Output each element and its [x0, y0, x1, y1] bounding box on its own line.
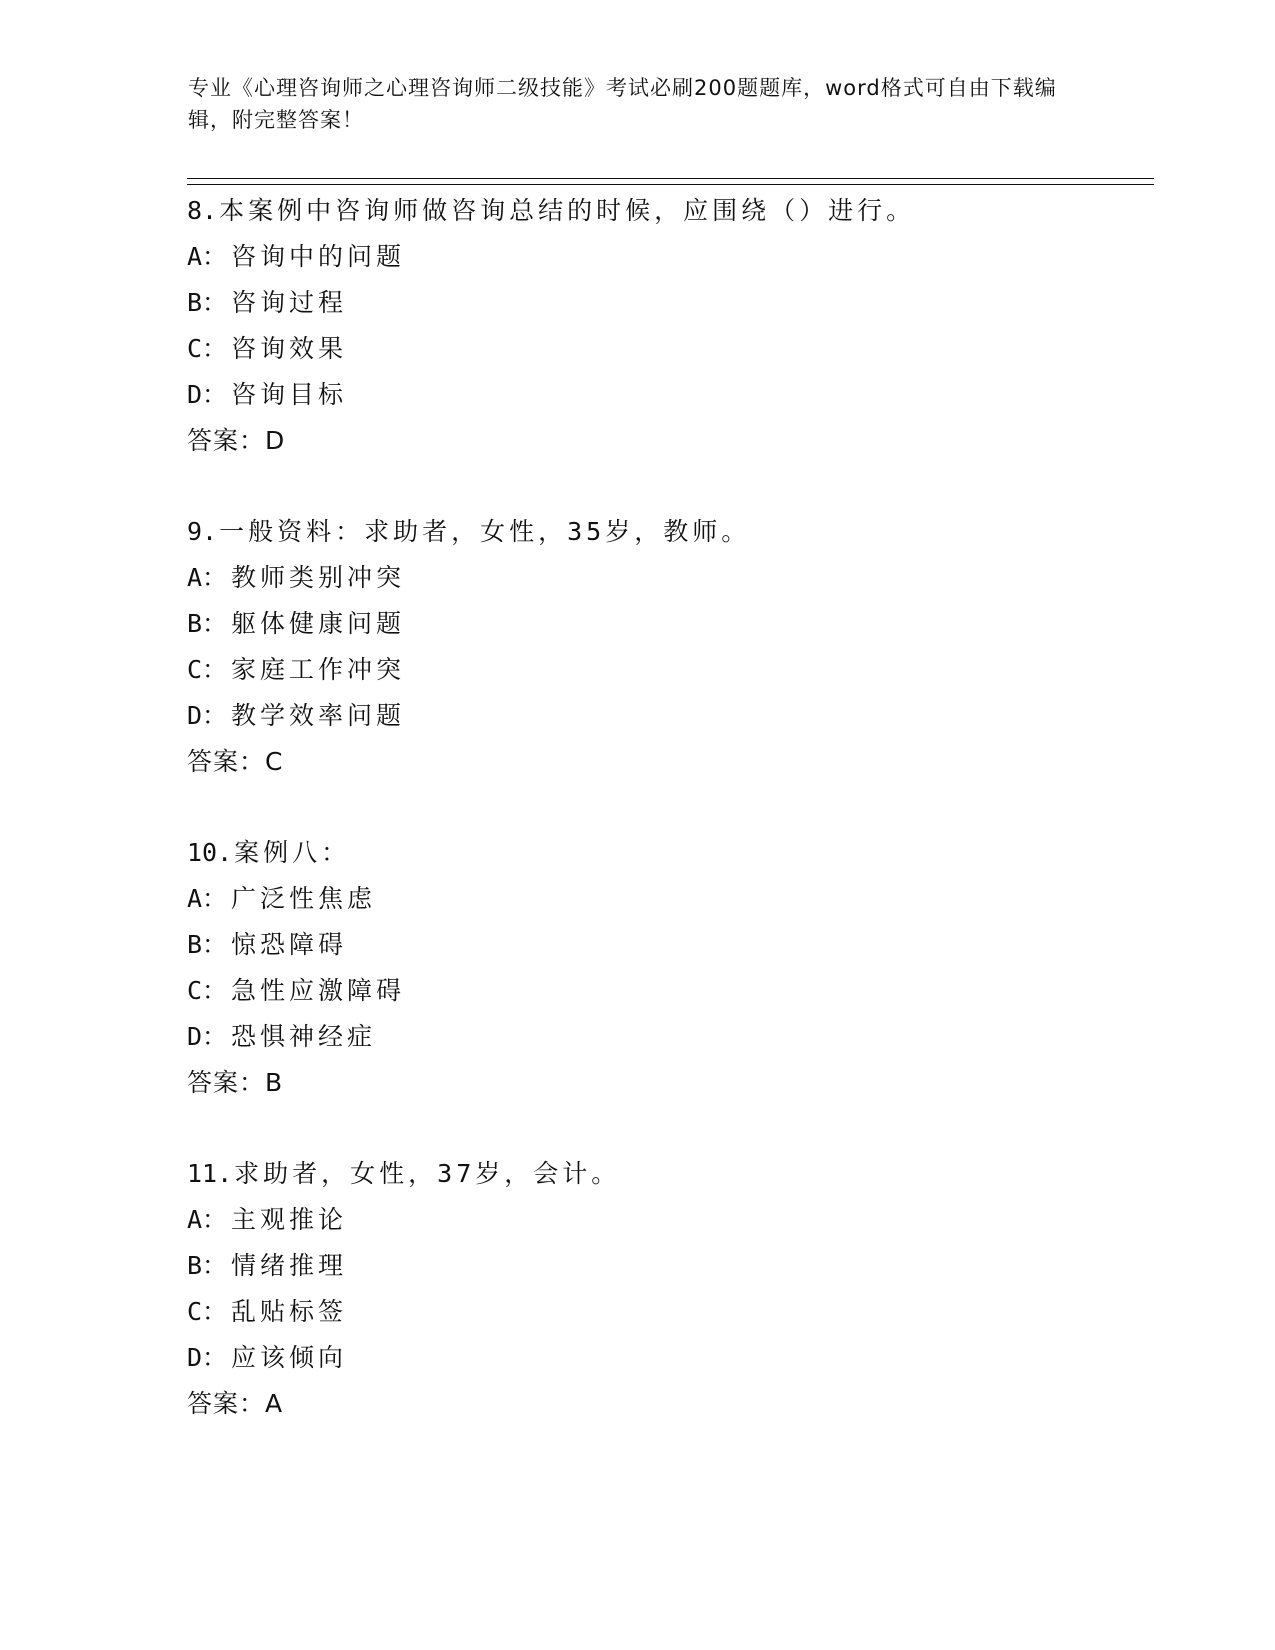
- question-stem: [187, 509, 1167, 555]
- option-letter: A：: [187, 563, 228, 592]
- question-11: [187, 1151, 1167, 1427]
- option-a: [187, 876, 1167, 922]
- option-letter: B：: [187, 1251, 228, 1280]
- answer-value: D: [265, 426, 286, 455]
- question-number: 9.: [187, 517, 218, 546]
- question-text: 本案例中咨询师做咨询总结的时候，应围绕（）进行。: [219, 196, 916, 225]
- option-text: 咨询过程: [231, 288, 348, 317]
- answer-value: B: [265, 1068, 284, 1097]
- option-text: 教学效率问题: [231, 701, 406, 730]
- option-b: [187, 1243, 1167, 1289]
- answer-line: [187, 1381, 1167, 1427]
- option-d: [187, 372, 1167, 418]
- option-letter: A：: [187, 242, 228, 271]
- option-letter: B：: [187, 930, 228, 959]
- question-number: 8.: [187, 196, 218, 225]
- option-letter: A：: [187, 1205, 228, 1234]
- option-letter: D：: [187, 701, 228, 730]
- question-text: 案例八：: [234, 838, 351, 867]
- option-letter: C：: [187, 334, 228, 363]
- option-a: [187, 234, 1167, 280]
- question-stem: [187, 1151, 1167, 1197]
- question-9: [187, 509, 1167, 785]
- question-text: 求助者，女性，37岁，会计。: [234, 1159, 621, 1188]
- option-text: 恐惧神经症: [231, 1022, 377, 1051]
- option-text: 应该倾向: [231, 1343, 348, 1372]
- answer-label: 答案：: [187, 1389, 266, 1418]
- option-d: [187, 1014, 1167, 1060]
- question-8: [187, 188, 1167, 464]
- question-stem: [187, 830, 1167, 876]
- option-text: 乱贴标签: [231, 1297, 348, 1326]
- option-d: [187, 693, 1167, 739]
- option-letter: C：: [187, 976, 228, 1005]
- option-c: [187, 326, 1167, 372]
- option-c: [187, 647, 1167, 693]
- answer-value: C: [265, 747, 284, 776]
- option-letter: B：: [187, 288, 228, 317]
- answer-label: 答案：: [187, 747, 266, 776]
- question-number: 11.: [187, 1159, 233, 1188]
- option-text: 咨询效果: [231, 334, 348, 363]
- option-text: 主观推论: [231, 1205, 348, 1234]
- option-b: [187, 280, 1167, 326]
- question-number: 10.: [187, 838, 233, 867]
- option-letter: D：: [187, 1022, 228, 1051]
- document-header: 专业《心理咨询师之心理咨询师二级技能》考试必刷200题题库，word格式可自由下载编辑，附完整答案！: [188, 76, 1057, 132]
- option-text: 广泛性焦虑: [231, 884, 377, 913]
- option-letter: B：: [187, 609, 228, 638]
- option-text: 躯体健康问题: [231, 609, 406, 638]
- option-b: [187, 601, 1167, 647]
- question-stem: [187, 188, 1167, 234]
- answer-line: [187, 418, 1167, 464]
- option-letter: D：: [187, 1343, 228, 1372]
- option-text: 急性应激障碍: [231, 976, 406, 1005]
- option-letter: C：: [187, 1297, 228, 1326]
- option-text: 家庭工作冲突: [231, 655, 406, 684]
- option-letter: C：: [187, 655, 228, 684]
- option-text: 咨询中的问题: [231, 242, 406, 271]
- option-text: 情绪推理: [231, 1251, 348, 1280]
- option-text: 惊恐障碍: [231, 930, 348, 959]
- option-c: [187, 1289, 1167, 1335]
- header-divider-top: [187, 178, 1154, 179]
- header-divider-bottom: [187, 184, 1154, 185]
- option-c: [187, 968, 1167, 1014]
- question-10: [187, 830, 1167, 1106]
- option-text: 咨询目标: [231, 380, 348, 409]
- question-text: 一般资料：求助者，女性，35岁，教师。: [219, 517, 751, 546]
- answer-value: A: [265, 1389, 284, 1418]
- option-letter: D：: [187, 380, 228, 409]
- option-letter: A：: [187, 884, 228, 913]
- answer-line: [187, 739, 1167, 785]
- question-list: [187, 188, 1167, 1427]
- option-a: [187, 1197, 1167, 1243]
- option-d: [187, 1335, 1167, 1381]
- answer-line: [187, 1060, 1167, 1106]
- option-a: [187, 555, 1167, 601]
- option-b: [187, 922, 1167, 968]
- answer-label: 答案：: [187, 426, 266, 455]
- option-text: 教师类别冲突: [231, 563, 406, 592]
- answer-label: 答案：: [187, 1068, 266, 1097]
